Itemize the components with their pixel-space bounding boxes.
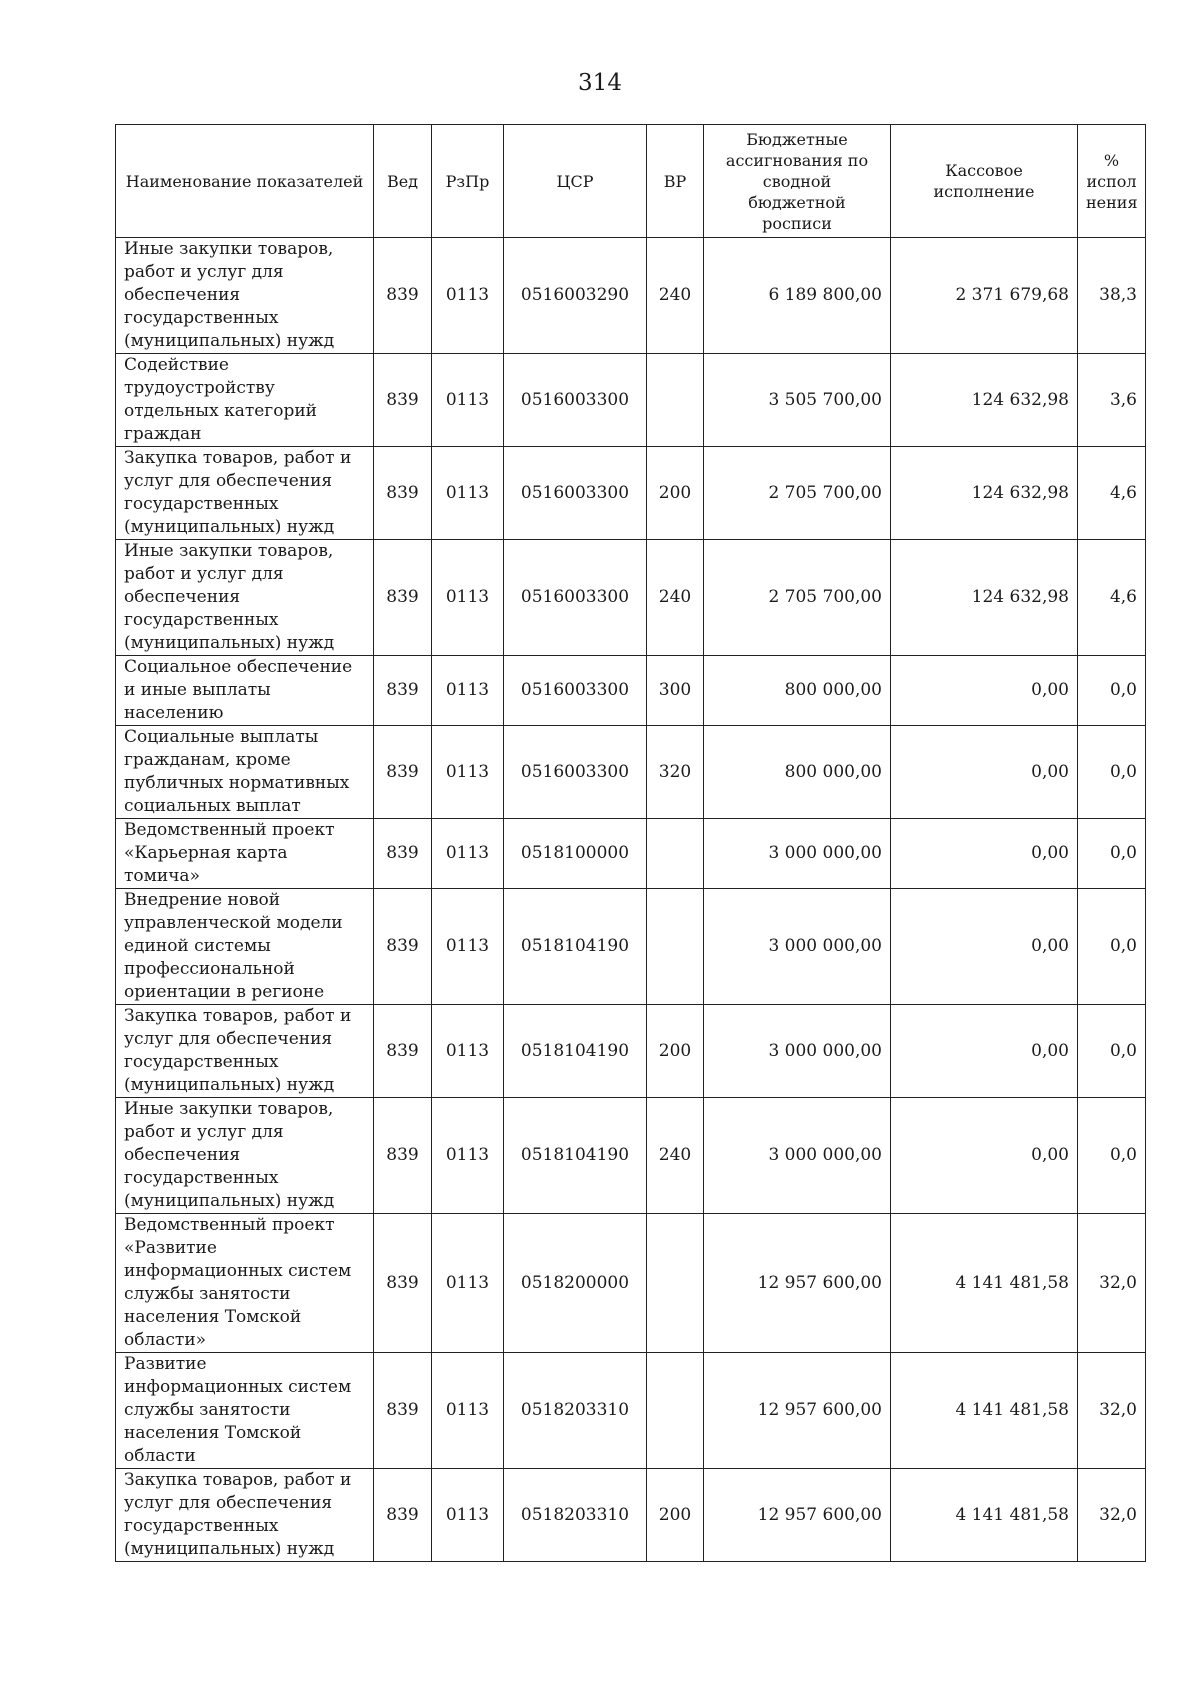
- row-ved: 839: [374, 1214, 432, 1353]
- row-vr: 240: [647, 1098, 704, 1214]
- row-vr: 240: [647, 238, 704, 354]
- table-row: [116, 1353, 1146, 1469]
- row-assignments: 3 000 000,00: [704, 819, 891, 889]
- row-csr: 0516003300: [504, 726, 647, 819]
- row-name: Закупка товаров, работ и услуг для обеспечения государственных (муниципальных) нужд: [116, 1005, 374, 1098]
- row-percent: 38,3: [1078, 238, 1146, 354]
- row-ved: 839: [374, 1469, 432, 1562]
- row-ved: 839: [374, 540, 432, 656]
- row-assignments: 12 957 600,00: [704, 1353, 891, 1469]
- row-csr: 0518104190: [504, 889, 647, 1005]
- row-name: Содействие трудоустройству отдельных категорий граждан: [116, 354, 374, 447]
- table-row: [116, 656, 1146, 726]
- table-row: [116, 889, 1146, 1005]
- row-rzpr: 0113: [432, 447, 504, 540]
- table-row: [116, 726, 1146, 819]
- header-rzpr: РзПр: [432, 125, 504, 238]
- row-cash-execution: 2 371 679,68: [891, 238, 1078, 354]
- row-csr: 0518100000: [504, 819, 647, 889]
- row-assignments: 3 000 000,00: [704, 1005, 891, 1098]
- row-vr: 200: [647, 447, 704, 540]
- row-assignments: 12 957 600,00: [704, 1469, 891, 1562]
- row-rzpr: 0113: [432, 354, 504, 447]
- row-csr: 0518104190: [504, 1098, 647, 1214]
- row-percent: 32,0: [1078, 1353, 1146, 1469]
- row-ved: 839: [374, 1353, 432, 1469]
- row-vr: [647, 819, 704, 889]
- header-cash-execution: Кассовое исполнение: [891, 125, 1078, 238]
- row-name: Социальные выплаты гражданам, кроме публичных нормативных социальных выплат: [116, 726, 374, 819]
- header-csr: ЦСР: [504, 125, 647, 238]
- row-rzpr: 0113: [432, 1353, 504, 1469]
- row-assignments: 2 705 700,00: [704, 447, 891, 540]
- table-row: [116, 1098, 1146, 1214]
- table-row: [116, 238, 1146, 354]
- row-cash-execution: 0,00: [891, 726, 1078, 819]
- table-row: [116, 354, 1146, 447]
- row-percent: 0,0: [1078, 726, 1146, 819]
- row-rzpr: 0113: [432, 889, 504, 1005]
- row-assignments: 800 000,00: [704, 656, 891, 726]
- row-percent: 0,0: [1078, 889, 1146, 1005]
- row-csr: 0518203310: [504, 1469, 647, 1562]
- row-assignments: 2 705 700,00: [704, 540, 891, 656]
- row-vr: [647, 889, 704, 1005]
- row-rzpr: 0113: [432, 540, 504, 656]
- row-percent: 0,0: [1078, 1098, 1146, 1214]
- table-row: [116, 1469, 1146, 1562]
- row-rzpr: 0113: [432, 656, 504, 726]
- row-assignments: 800 000,00: [704, 726, 891, 819]
- row-csr: 0518104190: [504, 1005, 647, 1098]
- row-name: Социальное обеспечение и иные выплаты населению: [116, 656, 374, 726]
- header-row: [116, 125, 1146, 238]
- row-assignments: 6 189 800,00: [704, 238, 891, 354]
- row-name: Закупка товаров, работ и услуг для обеспечения государственных (муниципальных) нужд: [116, 447, 374, 540]
- table-row: [116, 1005, 1146, 1098]
- row-cash-execution: 124 632,98: [891, 447, 1078, 540]
- row-rzpr: 0113: [432, 1469, 504, 1562]
- row-ved: 839: [374, 447, 432, 540]
- header-name: Наименование показателей: [116, 125, 374, 238]
- row-vr: [647, 354, 704, 447]
- row-cash-execution: 0,00: [891, 1098, 1078, 1214]
- row-rzpr: 0113: [432, 1005, 504, 1098]
- row-name: Иные закупки товаров, работ и услуг для обеспечения государственных (муниципальных) нужд: [116, 1098, 374, 1214]
- row-percent: 3,6: [1078, 354, 1146, 447]
- page-number: 314: [578, 70, 622, 96]
- row-name: Ведомственный проект «Развитие информационных систем службы занятости населения Томской области»: [116, 1214, 374, 1353]
- row-name: Иные закупки товаров, работ и услуг для обеспечения государственных (муниципальных) нужд: [116, 540, 374, 656]
- row-percent: 32,0: [1078, 1214, 1146, 1353]
- row-cash-execution: 4 141 481,58: [891, 1214, 1078, 1353]
- row-csr: 0516003300: [504, 354, 647, 447]
- row-cash-execution: 0,00: [891, 889, 1078, 1005]
- row-csr: 0518203310: [504, 1353, 647, 1469]
- row-ved: 839: [374, 726, 432, 819]
- row-vr: 300: [647, 656, 704, 726]
- row-percent: 0,0: [1078, 819, 1146, 889]
- row-cash-execution: 4 141 481,58: [891, 1469, 1078, 1562]
- row-rzpr: 0113: [432, 819, 504, 889]
- row-cash-execution: 124 632,98: [891, 540, 1078, 656]
- budget-table: [115, 124, 1146, 1562]
- row-cash-execution: 4 141 481,58: [891, 1353, 1078, 1469]
- row-percent: 0,0: [1078, 656, 1146, 726]
- table-row: [116, 1214, 1146, 1353]
- row-csr: 0516003290: [504, 238, 647, 354]
- row-assignments: 12 957 600,00: [704, 1214, 891, 1353]
- row-name: Закупка товаров, работ и услуг для обеспечения государственных (муниципальных) нужд: [116, 1469, 374, 1562]
- row-rzpr: 0113: [432, 1214, 504, 1353]
- row-ved: 839: [374, 1098, 432, 1214]
- row-cash-execution: 0,00: [891, 656, 1078, 726]
- row-rzpr: 0113: [432, 726, 504, 819]
- row-vr: 320: [647, 726, 704, 819]
- row-ved: 839: [374, 889, 432, 1005]
- row-ved: 839: [374, 354, 432, 447]
- table-row: [116, 540, 1146, 656]
- header-assignments: Бюджетные ассигнования по сводной бюджетной росписи: [704, 125, 891, 238]
- row-vr: [647, 1353, 704, 1469]
- header-vr: ВР: [647, 125, 704, 238]
- header-percent: % испол нения: [1078, 125, 1146, 238]
- row-percent: 0,0: [1078, 1005, 1146, 1098]
- row-rzpr: 0113: [432, 1098, 504, 1214]
- row-csr: 0516003300: [504, 656, 647, 726]
- row-vr: 200: [647, 1005, 704, 1098]
- row-cash-execution: 0,00: [891, 1005, 1078, 1098]
- row-name: Развитие информационных систем службы занятости населения Томской области: [116, 1353, 374, 1469]
- row-ved: 839: [374, 819, 432, 889]
- row-ved: 839: [374, 1005, 432, 1098]
- row-name: Внедрение новой управленческой модели единой системы профессиональной ориентации в регионе: [116, 889, 374, 1005]
- row-percent: 32,0: [1078, 1469, 1146, 1562]
- row-name: Иные закупки товаров, работ и услуг для обеспечения государственных (муниципальных) нужд: [116, 238, 374, 354]
- row-assignments: 3 505 700,00: [704, 354, 891, 447]
- row-csr: 0516003300: [504, 540, 647, 656]
- row-assignments: 3 000 000,00: [704, 889, 891, 1005]
- row-percent: 4,6: [1078, 447, 1146, 540]
- row-vr: [647, 1214, 704, 1353]
- row-ved: 839: [374, 238, 432, 354]
- row-percent: 4,6: [1078, 540, 1146, 656]
- row-csr: 0518200000: [504, 1214, 647, 1353]
- row-vr: 200: [647, 1469, 704, 1562]
- row-csr: 0516003300: [504, 447, 647, 540]
- table-row: [116, 447, 1146, 540]
- row-cash-execution: 0,00: [891, 819, 1078, 889]
- row-ved: 839: [374, 656, 432, 726]
- row-vr: 240: [647, 540, 704, 656]
- row-name: Ведомственный проект «Карьерная карта томича»: [116, 819, 374, 889]
- row-assignments: 3 000 000,00: [704, 1098, 891, 1214]
- row-rzpr: 0113: [432, 238, 504, 354]
- header-ved: Вед: [374, 125, 432, 238]
- table-row: [116, 819, 1146, 889]
- row-cash-execution: 124 632,98: [891, 354, 1078, 447]
